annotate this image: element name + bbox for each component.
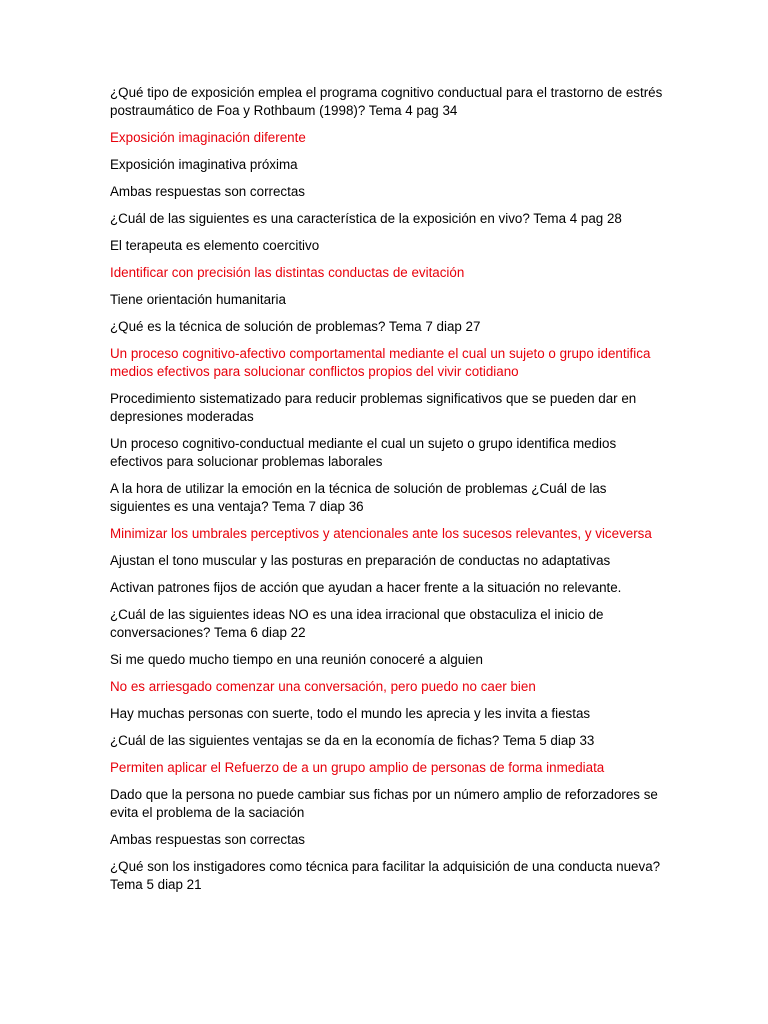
question-1: ¿Qué tipo de exposición emplea el programa cognitivo conductual para el trastorno de estrés postraumático de Foa y Rothbaum (1998)? Tema 4 pag 34 [110,85,663,118]
question-6: ¿Cuál de las siguientes ventajas se da en la economía de fichas? Tema 5 diap 33 [110,733,595,748]
answer-option: Ambas respuestas son correctas [110,832,305,847]
answer-option: Procedimiento sistematizado para reducir problemas significativos que se pueden dar en depresiones moderadas [110,391,637,424]
answer-correct: Minimizar los umbrales perceptivos y atencionales ante los sucesos relevantes, y viceversa [110,526,652,541]
answer-correct: Identificar con precisión las distintas conductas de evitación [110,265,465,280]
question-5: ¿Cuál de las siguientes ideas NO es una idea irracional que obstaculiza el inicio de conversaciones? Tema 6 diap 22 [110,607,604,640]
answer-option: Activan patrones fijos de acción que ayudan a hacer frente a la situación no relevante. [110,580,622,595]
question-3: ¿Qué es la técnica de solución de problemas? Tema 7 diap 27 [110,319,481,334]
answer-correct: Un proceso cognitivo-afectivo comportamental mediante el cual un sujeto o grupo identifica medios efectivos para solucionar conflictos propios del vivir cotidiano [110,346,651,379]
answer-option: Exposición imaginativa próxima [110,157,298,172]
answer-option: Hay muchas personas con suerte, todo el mundo les aprecia y les invita a fiestas [110,706,591,721]
answer-correct: Permiten aplicar el Refuerzo de a un grupo amplio de personas de forma inmediata [110,760,605,775]
answer-option: Tiene orientación humanitaria [110,292,286,307]
answer-correct: Exposición imaginación diferente [110,130,306,145]
question-4: A la hora de utilizar la emoción en la técnica de solución de problemas ¿Cuál de las siguientes es una ventaja? Tema 7 diap 36 [110,481,607,514]
answer-option: Si me quedo mucho tiempo en una reunión conoceré a alguien [110,652,483,667]
question-7: ¿Qué son los instigadores como técnica para facilitar la adquisición de una conducta nueva? Tema 5 diap 21 [110,859,661,892]
answer-option: Un proceso cognitivo-conductual mediante el cual un sujeto o grupo identifica medios efectivos para solucionar problemas laborales [110,436,617,469]
answer-option: Ajustan el tono muscular y las posturas en preparación de conductas no adaptativas [110,553,611,568]
answer-correct: No es arriesgado comenzar una conversación, pero puedo no caer bien [110,679,536,694]
answer-option: El terapeuta es elemento coercitivo [110,238,320,253]
answer-option: Dado que la persona no puede cambiar sus fichas por un número amplio de reforzadores se evita el problema de la saciación [110,787,658,820]
question-2: ¿Cuál de las siguientes es una característica de la exposición en vivo? Tema 4 pag 28 [110,211,622,226]
answer-option: Ambas respuestas son correctas [110,184,305,199]
